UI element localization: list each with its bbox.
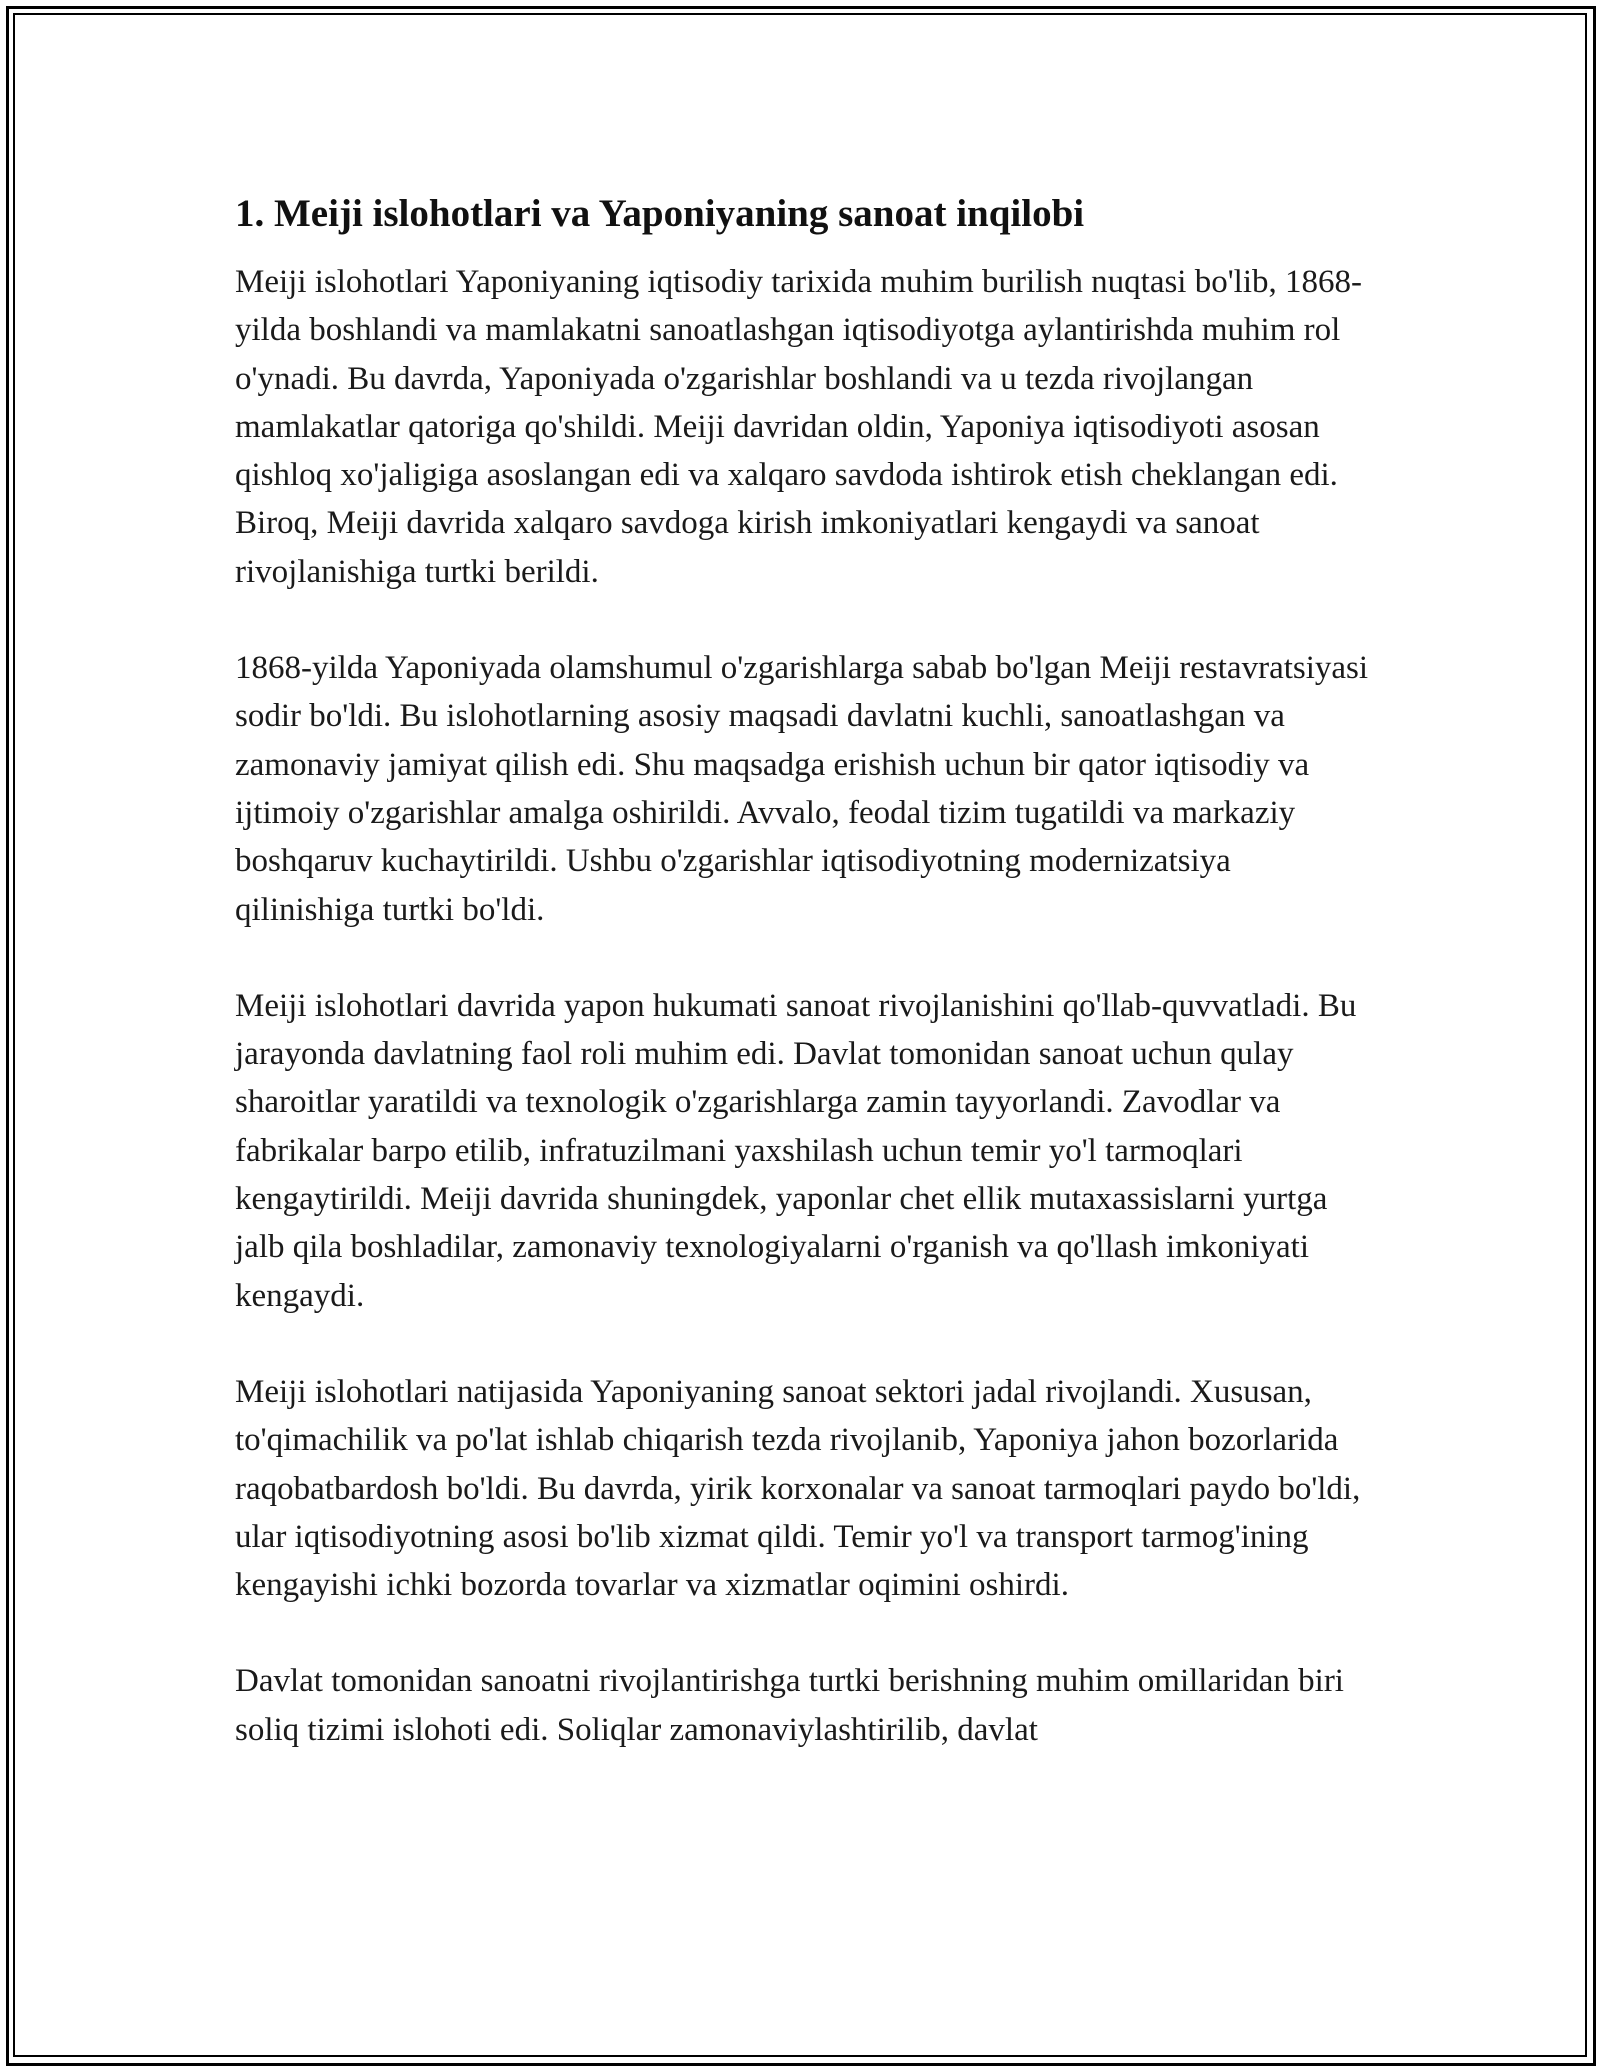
- document-body: [235, 186, 1375, 1802]
- paragraph-3: Meiji islohotlari davrida yapon hukumati sanoat rivojlanishini qo'llab-quvvatladi. Bu jarayonda davlatning faol roli muhim edi. Davlat tomonidan sanoat uchun qulay sharoitlar yaratildi va texnologik o'zgarishlarga zamin tayyorlandi. Zavodlar va fabrikalar barpo etilib, infratuzilmani yaxshilash uchun temir yo'l tarmoqlari kengaytirildi. Meiji davrida shuningdek, yaponlar chet ellik mutaxassislarni yurtga jalb qila boshladilar, zamonaviy texnologiyalarni o'rganish va qo'llash imkoniyati kengaydi.: [235, 987, 1357, 1314]
- paragraph-1: Meiji islohotlari Yaponiyaning iqtisodiy tarixida muhim burilish nuqtasi bo'lib, 1868-yilda boshlandi va mamlakatni sanoatlashgan iqtisodiyotga aylantirishda muhim rol o'ynadi. Bu davrda, Yaponiyada o'zgarishlar boshlandi va u tezda rivojlangan mamlakatlar qatoriga qo'shildi. Meiji davridan oldin, Yaponiya iqtisodiyoti asosan qishloq xo'jaligiga asoslangan edi va xalqaro savdoda ishtirok etish cheklangan edi. Biroq, Meiji davrida xalqaro savdoga kirish imkoniyatlari kengaydi va sanoat rivojlanishiga turtki berildi.: [235, 264, 1362, 590]
- paragraph-2: 1868-yilda Yaponiyada olamshumul o'zgarishlarga sabab bo'lgan Meiji restavratsiyasi sodir bo'ldi. Bu islohotlarning asosiy maqsadi davlatni kuchli, sanoatlashgan va zamonaviy jamiyat qilish edi. Shu maqsadga erishish uchun bir qator iqtisodiy va ijtimoiy o'zgarishlar amalga oshirildi. Avvalo, feodal tizim tugatildi va markaziy boshqaruv kuchaytirildi. Ushbu o'zgarishlar iqtisodiyotning modernizatsiya qilinishiga turtki bo'ldi.: [235, 650, 1369, 928]
- paragraph-5: Davlat tomonidan sanoatni rivojlantirishga turtki berishning muhim omillaridan biri soliq tizimi islohoti edi. Soliqlar zamonaviylashtirilib, davlat: [235, 1663, 1344, 1748]
- section-heading: 1. Meiji islohotlari va Yaponiyaning sanoat inqilobi: [235, 192, 1085, 235]
- paragraph-4: Meiji islohotlari natijasida Yaponiyaning sanoat sektori jadal rivojlandi. Xususan, to'qimachilik va po'lat ishlab chiqarish tezda rivojlanib, Yaponiya jahon bozorlarida raqobatbardosh bo'ldi. Bu davrda, yirik korxonalar va sanoat tarmoqlari paydo bo'ldi, ular iqtisodiyotning asosi bo'lib xizmat qildi. Temir yo'l va transport tarmog'ining kengayishi ichki bozorda tovarlar va xizmatlar oqimini oshirdi.: [235, 1373, 1361, 1604]
